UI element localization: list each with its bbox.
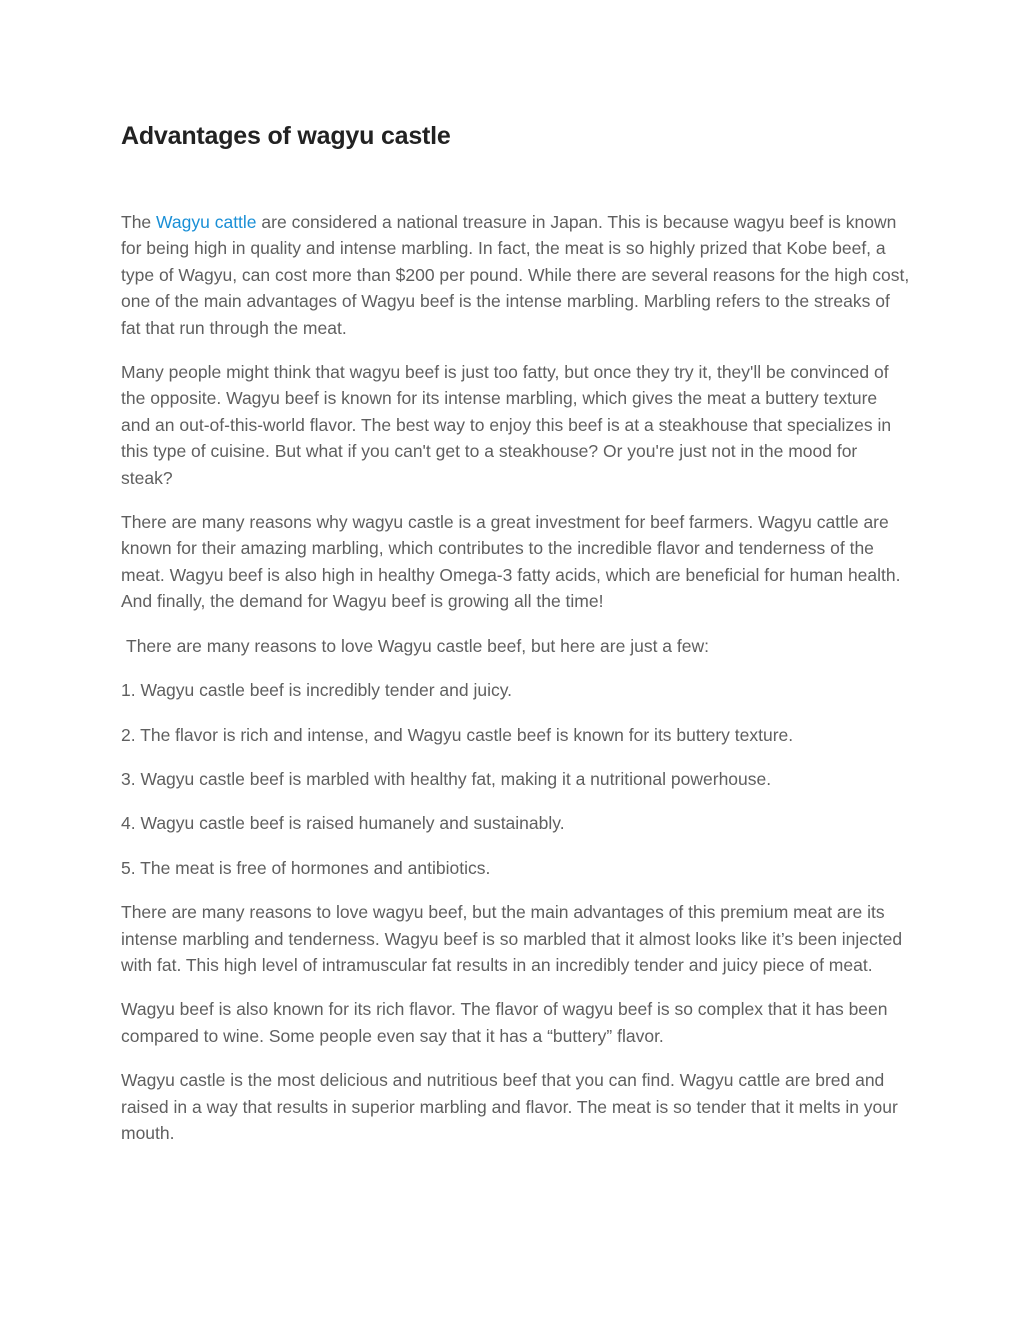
list-item: 1. Wagyu castle beef is incredibly tender and juicy. bbox=[121, 680, 513, 701]
list-item: 2. The flavor is rich and intense, and Wagyu castle beef is known for its buttery texture. bbox=[121, 724, 794, 745]
paragraph-fatty-myth: Many people might think that wagyu beef is just too fatty, but once they try it, they'll be convinced of the opposite. Wagyu beef is known for its intense marbling, which gives the meat a buttery texture and an out-of-this-world flavor. The best way to enjoy this beef is at a steakhouse that specializes in this type of cuisine. But what if you can't get to a steakhouse? Or you're just not in the mood for steak? bbox=[121, 362, 892, 488]
intro-text-after-link: are considered a national treasure in Japan. This is because wagyu beef is known for being high in quality and intense marbling. In fact, the meat is so highly prized that Kobe beef, a type of Wagyu, can cost more than $200 per pound. While there are several reasons for the high cost, one of the main advantages of Wagyu beef is the intense marbling. Marbling refers to the streaks of fat that run through the meat. bbox=[121, 212, 910, 338]
document-body bbox=[121, 209, 911, 1164]
intro-paragraph bbox=[121, 209, 911, 341]
wagyu-cattle-link[interactable]: Wagyu cattle bbox=[156, 212, 257, 232]
intro-text-before-link: The bbox=[121, 212, 157, 232]
paragraph-list-intro: There are many reasons to love Wagyu castle beef, but here are just a few: bbox=[126, 635, 709, 656]
list-item: 5. The meat is free of hormones and antibiotics. bbox=[121, 857, 491, 878]
list-item: 4. Wagyu castle beef is raised humanely and sustainably. bbox=[121, 813, 565, 834]
paragraph-investment: There are many reasons why wagyu castle is a great investment for beef farmers. Wagyu cattle are known for their amazing marbling, which contributes to the incredible flavor and tenderness of the meat. Wagyu beef is also high in healthy Omega-3 fatty acids, which are beneficial for human health. And finally, the demand for Wagyu beef is growing all the time! bbox=[121, 512, 901, 612]
paragraph-conclusion: Wagyu castle is the most delicious and nutritious beef that you can find. Wagyu cattle are bred and raised in a way that results in superior marbling and flavor. The meat is so tender that it melts in your mouth. bbox=[121, 1070, 898, 1143]
page-title: Advantages of wagyu castle bbox=[121, 122, 451, 150]
paragraph-marbling: There are many reasons to love wagyu beef, but the main advantages of this premium meat are its intense marbling and tenderness. Wagyu beef is so marbled that it almost looks like it’s been injected with fat. This high level of intramuscular fat results in an incredibly tender and juicy piece of meat. bbox=[121, 902, 903, 975]
paragraph-flavor: Wagyu beef is also known for its rich flavor. The flavor of wagyu beef is so complex that it has been compared to wine. Some people even say that it has a “buttery” flavor. bbox=[121, 999, 888, 1046]
list-item: 3. Wagyu castle beef is marbled with healthy fat, making it a nutritional powerhouse. bbox=[121, 768, 772, 789]
